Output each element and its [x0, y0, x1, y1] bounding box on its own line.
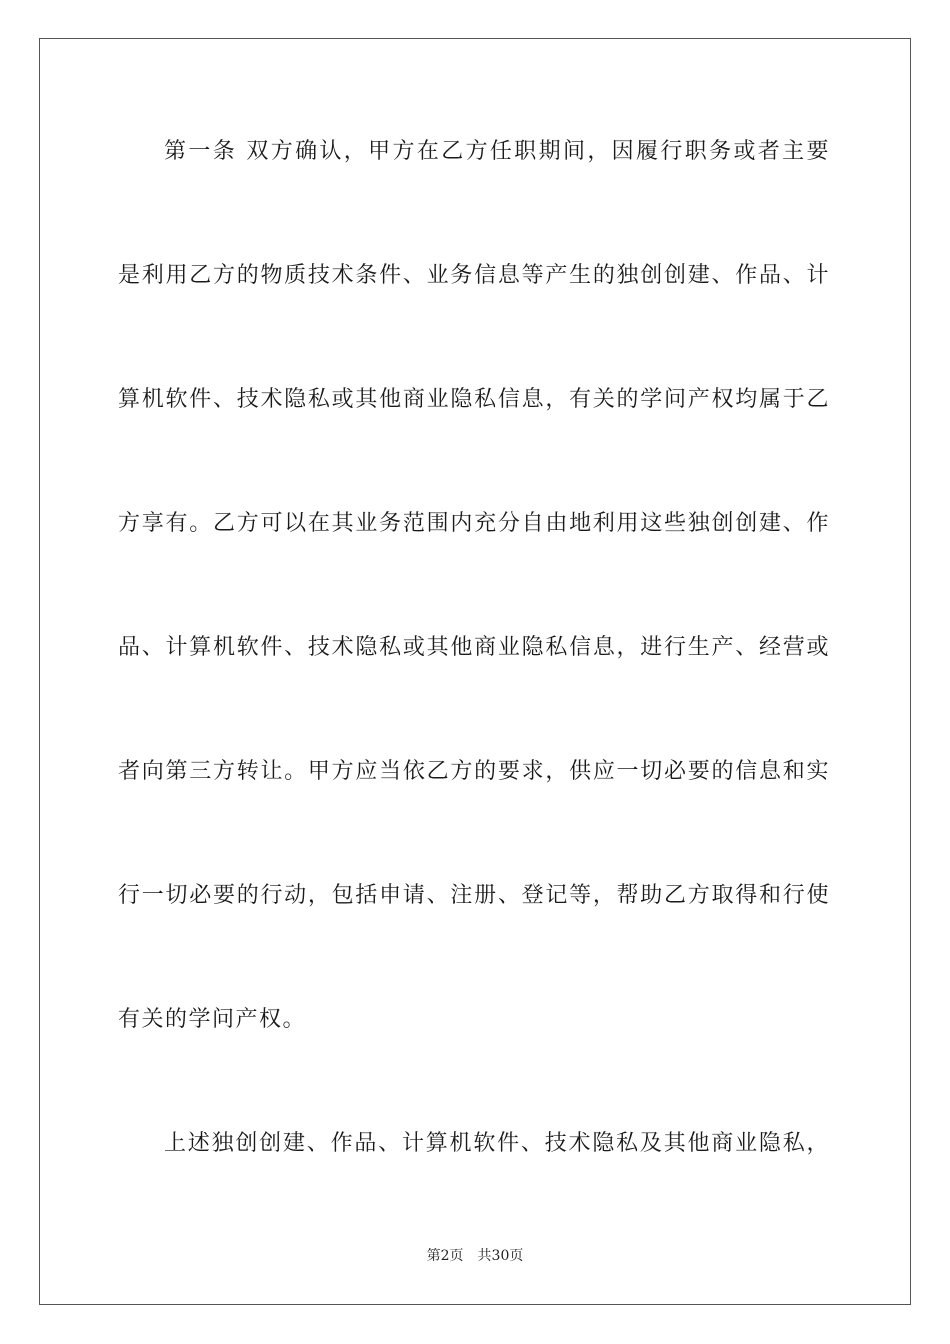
paragraph-1-line-2: 是利用乙方的物质技术条件、业务信息等产生的独创创建、作品、计	[118, 263, 830, 288]
paragraph-1-line-7: 行一切必要的行动，包括申请、注册、登记等，帮助乙方取得和行使	[118, 883, 830, 908]
paragraph-1-line-8: 有关的学问产权。	[118, 1007, 307, 1032]
paragraph-1-line-5: 品、计算机软件、技术隐私或其他商业隐私信息，进行生产、经营或	[118, 635, 830, 660]
paragraph-1-line-6: 者向第三方转让。甲方应当依乙方的要求，供应一切必要的信息和实	[118, 759, 830, 784]
page-frame	[39, 38, 911, 1305]
paragraph-1-line-4: 方享有。乙方可以在其业务范围内充分自由地利用这些独创创建、作	[118, 511, 830, 536]
paragraph-1-line-3: 算机软件、技术隐私或其他商业隐私信息，有关的学问产权均属于乙	[118, 387, 830, 412]
page-footer	[0, 1246, 950, 1266]
page-number: 第2页	[426, 1248, 464, 1264]
paragraph-2-line-1: 上述独创创建、作品、计算机软件、技术隐私及其他商业隐私，	[164, 1131, 830, 1156]
paragraph-1-line-1: 第一条 双方确认，甲方在乙方任职期间，因履行职务或者主要	[164, 139, 830, 164]
page-total: 共30页	[477, 1248, 524, 1264]
